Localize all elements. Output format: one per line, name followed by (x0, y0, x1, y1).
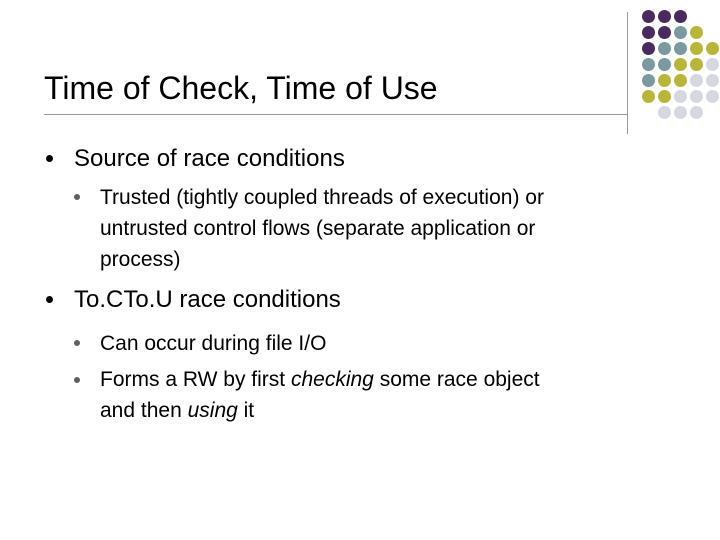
sub-bullet-icon (74, 340, 80, 346)
bullet-icon (46, 155, 53, 162)
dot-icon (690, 90, 703, 103)
title-underline (44, 114, 627, 115)
dot-icon (642, 74, 655, 87)
dot-icon (690, 58, 703, 71)
bullet-item: To.CTo.U race conditions (74, 286, 341, 313)
bullet-icon (46, 296, 53, 303)
emphasis-text: using (187, 399, 238, 422)
vertical-divider (627, 12, 628, 134)
dot-icon (690, 106, 703, 119)
text-run: it (237, 399, 255, 422)
dot-icon (674, 26, 687, 39)
sub-bullet-icon (74, 377, 80, 383)
text-run: some race object (373, 368, 540, 391)
dot-icon (690, 42, 703, 55)
dot-icon (658, 42, 671, 55)
bullet-item: Source of race conditions (74, 145, 345, 172)
dot-icon (674, 106, 687, 119)
dot-icon (658, 58, 671, 71)
dot-icon (706, 74, 719, 87)
dot-icon (642, 90, 655, 103)
dot-icon (690, 74, 703, 87)
text-run: and then (100, 399, 188, 422)
sub-bullet-line: Trusted (tightly coupled threads of execution) or (100, 186, 544, 209)
dot-icon (658, 74, 671, 87)
sub-bullet-icon (74, 194, 80, 200)
sub-bullet-line (100, 368, 540, 391)
dot-icon (658, 106, 671, 119)
dot-icon (642, 42, 655, 55)
sub-bullet-item (100, 182, 660, 275)
dot-icon (674, 90, 687, 103)
dot-icon (674, 10, 687, 23)
sub-bullet-line: Can occur during file I/O (100, 332, 327, 355)
sub-bullet-line: untrusted control flows (separate application or (100, 217, 536, 240)
dot-icon (642, 58, 655, 71)
dot-icon (674, 74, 687, 87)
dot-icon (690, 26, 703, 39)
dot-icon (706, 58, 719, 71)
sub-bullet-line: process) (100, 248, 181, 271)
dot-icon (674, 42, 687, 55)
dot-icon (706, 42, 719, 55)
dot-icon (642, 26, 655, 39)
dot-icon (674, 58, 687, 71)
dot-icon (706, 90, 719, 103)
sub-bullet-line (100, 399, 254, 422)
dot-icon (658, 90, 671, 103)
emphasis-text: checking (290, 368, 374, 391)
sub-bullet-item (100, 364, 660, 426)
sub-bullet-item (100, 328, 660, 359)
dot-icon (658, 10, 671, 23)
text-run: Forms a RW by first (100, 368, 291, 391)
dot-icon (658, 26, 671, 39)
dot-icon (642, 10, 655, 23)
slide-title: Time of Check, Time of Use (44, 70, 438, 106)
